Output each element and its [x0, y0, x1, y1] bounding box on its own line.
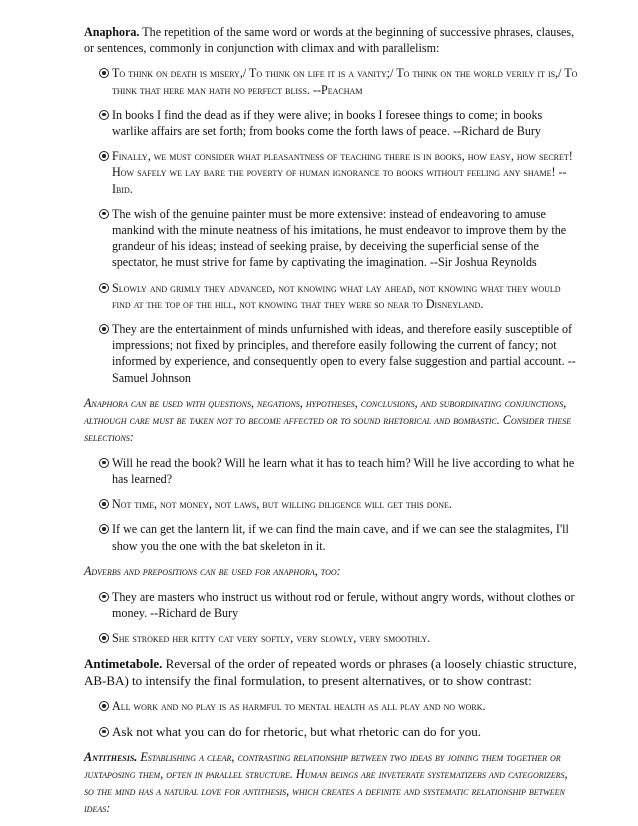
antimetabole-term: Antimetabole. [84, 656, 163, 672]
example-text: Finally, we must consider what pleasantness of teaching there is in books, how easy, how secret! How safely we lay bare the poverty of human ignorance to books without feeling any shame! --Ibid. [112, 149, 573, 196]
list-item [84, 321, 578, 386]
example-text: Slowly and grimly they advanced, not knowing what lay ahead, not knowing what they would find at the top of the hill, not knowing that they were so near to Disneyland. [112, 280, 561, 311]
anaphora-term: Anaphora. [84, 25, 140, 39]
list-item [84, 455, 578, 487]
antithesis-term: Antithesis. [84, 749, 138, 764]
bullet-icon [99, 110, 109, 120]
list-item [84, 521, 578, 553]
example-text: If we can get the lantern lit, if we can find the main cave, and if we can see the stalagmites, I'll show you the one with the bat skeleton in it. [112, 522, 569, 553]
example-text: In books I find the dead as if they were alive; in books I foresee things to come; in books warlike affairs are set forth; from books come the forth laws of peace. --Richard de Bury [112, 107, 543, 139]
bullet-icon [99, 727, 109, 737]
example-text: They are the entertainment of minds unfurnished with ideas, and therefore easily susceptible of impressions; not fixed by principles, and therefore easily following the current of fancy; not informed by experience, and consequently open to every false suggestion and partial account. -- Samuel Johnson [112, 322, 576, 385]
antithesis-definition-text: Establishing a clear, contrasting relationship between two ideas by joining them together or juxtaposing them, often in parallel structure. Human beings are inveterate systematizers and categorizers, so the mind has a natural love for antithesis, which creates a definite and systematic relationship between ideas: [84, 749, 568, 815]
example-text: Ask not what you can do for rhetoric, but what rhetoric can do for you. [112, 723, 481, 739]
example-text: Not time, not money, not laws, but willing diligence will get this done. [112, 497, 452, 512]
bullet-icon [99, 209, 109, 219]
list-item [84, 630, 578, 646]
anaphora-definition-text: The repetition of the same word or words at the beginning of successive phrases, clauses, or sentences, commonly in conjunction with climax and with parallelism: [84, 25, 575, 56]
bullet-icon [99, 499, 109, 509]
anaphora-definition [84, 24, 578, 56]
example-text: They are masters who instruct us without rod or ferule, without angry words, without clothes or money. --Richard de Bury [112, 589, 575, 621]
bullet-icon [99, 324, 109, 334]
list-item [84, 65, 578, 97]
bullet-icon [99, 283, 109, 293]
bullet-icon [99, 151, 109, 161]
example-text: To think on death is misery,/ To think on life it is a vanity;/ To think on the world verily it is,/ To think that here man hath no perfect bliss. --Peacham [112, 66, 578, 97]
list-item [84, 724, 578, 740]
bullet-icon [99, 701, 109, 711]
list-item [84, 589, 578, 621]
antimetabole-definition-text: Reversal of the order of repeated words or phrases (a loosely chiastic structure, AB-BA) to intensify the final formulation, to present alternatives, or to show contrast: [84, 656, 577, 689]
document-page [84, 24, 578, 826]
list-item [84, 496, 578, 512]
list-item [84, 148, 578, 197]
bullet-icon [99, 458, 109, 468]
antithesis-definition [84, 749, 578, 817]
bullet-icon [99, 592, 109, 602]
bullet-icon [99, 633, 109, 643]
example-text: She stroked her kitty cat very softly, very slowly, very smoothly. [112, 631, 431, 646]
list-item [84, 206, 578, 271]
bullet-icon [99, 68, 109, 78]
example-text: Will he read the book? Will he learn what it has to teach him? Will he live according to what he has learned? [112, 455, 575, 487]
list-item [84, 107, 578, 139]
example-text: All work and no play is as harmful to mental health as all play and no work. [112, 699, 486, 714]
questions-intro: Anaphora can be used with questions, negations, hypotheses, conclusions, and subordinating conjunctions, although care must be taken not to become affected or to sound rhetorical and bombastic. Consider these selections: [84, 395, 572, 444]
list-item [84, 698, 578, 714]
adverbs-intro: Adverbs and prepositions can be used for anaphora, too: [84, 563, 341, 578]
example-text: The wish of the genuine painter must be more extensive: instead of endeavoring to amuse mankind with the minute neatness of his imitations, he must endeavor to improve them by the grandeur of his ideas; instead of seeking praise, by deceiving the superficial sense of the spectator, he must strive for fame by captivating the imagination. --Sir Joshua Reynolds [112, 206, 567, 270]
antimetabole-definition [84, 655, 578, 689]
list-item [84, 280, 578, 312]
bullet-icon [99, 524, 109, 534]
